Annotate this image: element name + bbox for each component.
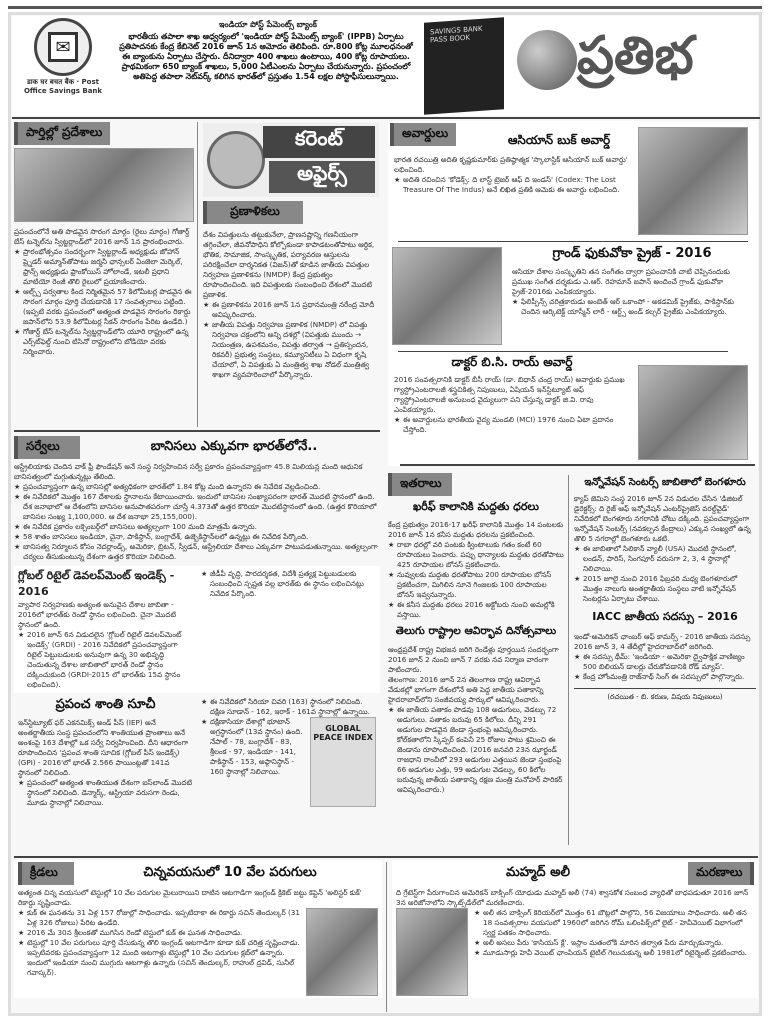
sports-title: చిన్నవయసులో 10 వేల పరుగులు xyxy=(143,864,317,880)
kharif-intro: కేంద్ర ప్రభుత్వం 2016-17 ఖరీఫ్ కాలానికి మొత్తం 14 పంటలకు 2016 జూన్ 1న కనీస మద్దతు ధరలను ప్రకటించింది. xyxy=(388,520,564,539)
rahman-photo xyxy=(392,247,502,345)
column-divider xyxy=(197,122,198,427)
list-item: ★ ప్రపంచంలో అత్యంత శాంతియుత దేశంగా ఐస్‌లాండ్ మొదటి స్థానంలో నిలిచింది. డెన్మార్క్, ఆస్ట్రియా వరుసగా రెండు, మూడు స్థానాల్లో నిలిచాయి. xyxy=(18,778,193,808)
list-item: ★ అలీ అసలు పేరు 'కాసియస్ క్లే'. ఇస్లాం మతంలోకి మారిన తర్వాత పేరు మార్చుకున్నారు. xyxy=(474,938,754,948)
header-rule xyxy=(12,117,760,119)
list-item: ★ జాతీయ విపత్తు నిర్వహణ ప్రణాళిక (NMDP) లో విపత్తు నిర్వహణ చక్రంలోని అన్ని దశల్లో (విపత్తుకు ముందు → నియంత్రణ, ఉపశమనం, విపత్తు తర్వాత → ప్రతిస్పందన, రికవరీ) ప్రభుత్వ సంస్థలు, కమ్యూనిటీలు ఏ విధంగా కృషి చేయాలో, ఏ విపత్తుకు ఏ మంత్రిత్వ శాఖ నోడల్ మంత్రిత్వ శాఖగా వ్యవహరించాలో పేర్కొన్నారు. xyxy=(203,320,379,380)
ippb-body: భారతీయ తపాలా శాఖ ఆధ్వర్యంలో 'ఇండియా పోస్ట్ పేమెంట్స్ బ్యాంక్' (IPPB) ఏర్పాటు ప్రతిపాదనకు కేంద్ర కేబినెట్ 2016 జూన్ 1న ఆమోదం తెలిపింది. రూ.800 కోట్ల మూలధనంతో ఈ బ్యాంకును ఏర్పాటు చేస్తారు. దీనిద్వారా 400 శాఖలు ఉంటాయి, 400 కోట్ల రూపాయలు. ప్రాథమికంగా 650 బ్యాంక్ శాఖలు, 5,000 ఏటీఎంలను ఏర్పాటు చేయనున్నారు. ప్రపంచంలో అతిపెద్ద తపాలా నెట్‌వర్క్ కలిగిన భారత్‌లో ప్రస్తుతం 1.54 లక్షల పోస్టాఫీసులున్నాయి. xyxy=(119,32,413,81)
section-tag: ప్రణాళికలు xyxy=(203,201,303,224)
gpi-title: ప్రపంచ శాంతి సూచీ xyxy=(55,697,156,712)
column-divider xyxy=(386,862,387,1012)
iacc-title: IACC జాతీయ సదస్సు – 2016 xyxy=(592,610,738,623)
list-item: ★ ఈ జాబితాలో సిలికాన్ వ్యాలీ (USA) మొదటి స్థానంలో, లండన్, పారిస్, సింగపూర్ వరుసగా 2, 3, 4 స్థానాల్లో నిలిచాయి. xyxy=(574,544,756,574)
ali-photo xyxy=(396,908,468,996)
list-item: ★ ఈ అవార్డులను భారతీయ వైద్య మండలి (MCI) 1976 నుంచి ఏటా ప్రదానం చేస్తోంది. xyxy=(394,415,630,435)
section-tag: క్రీడలు xyxy=(18,862,74,885)
award-intro: 2016 సంవత్సరానికి డాక్టర్ బీసీ రాయ్ (డా. బిధాన్ చంద్ర రాయ్) అవార్డుకు ప్రముఖ గ్యాస్ట్రోఎంటరాలజీ శస్త్రచికిత్స నిపుణులు, ఏషియన్ ఇన్‌స్టిట్యూట్ ఆఫ్ గ్యాస్ట్రోఎంటరాలజీ అనుబంధ వైద్యులుగా పని చేస్తున్న డాక్టర్ జి.వి. రావు ఎంపికయ్యారు. xyxy=(394,375,625,414)
innovation-intro: క్యాప్ జెమిని సంస్థ 2016 జూన్ 2న విడుదల చేసిన 'డిజిటల్ డైరెక్టర్స్: ది రైజ్ ఆఫ్ ఇన్నోవేషన్ ఎంటర్‌ప్రైజెస్ వరల్డ్‌వైడ్' నివేదికలో బెంగళూరు నగరానికి చోటు దక్కింది. ప్రపంచవ్యాప్తంగా ఇన్నోవేషన్ సెంటర్స్ (నవకల్పన కేంద్రాలు) ఎక్కువ సంఖ్యలో ఉన్న తొలి 5 నగరాల్లో బెంగళూరు ఒకటి. xyxy=(574,494,751,543)
gpi-section xyxy=(14,697,380,808)
section-tag: సర్వేలు xyxy=(14,436,80,459)
list-item: ★ ఈ జాతీయ పతాకం పొడవు 108 అడుగులు, వెడల్పు 72 అడుగులు. పతాకం బరువు 65 కిలోలు. దీన్ని 291 అడుగుల పొడవైన జెండా స్తంభంపై ఆవిష్కరించారు. కోల్‌కతాలోని స్కిప్పర్ కంపెనీ 25 రోజుల పాటు శ్రమించి ఈ జెండాను రూపొందించింది. (2016 జనవరి 23న ఝార్ఖండ్ రాజధాని రాంచీలో 293 అడుగుల ఎత్తయిన జెండా స్తంభంపై 66 అడుగుల ఎత్తు, 99 అడుగుల వెడల్పు, 60 కిలోల బరువున్న జాతీయ పతాకాన్ని రక్షణ మంత్రి మనోహర్ పారికర్ ఆవిష్కరించారు.) xyxy=(388,705,564,795)
current-affairs-banner xyxy=(203,123,379,197)
grdi-box xyxy=(14,566,380,693)
list-item: ★ ఈ కనీస మద్దతు ధరలు 2016 అక్టోబరు నుంచి అమల్లోకి వస్తాయి. xyxy=(388,600,564,620)
logo-circle xyxy=(34,18,92,76)
post-office-logo xyxy=(16,18,110,95)
list-item: ★ 58 శాతం బానిసలు ఇండియా, చైనా, పాకిస్థాన్, బంగ్లాదేశ్, ఉజ్బెకిస్థాన్‌లలో ఉన్నట్లు ఈ నివేదిక పేర్కొంది. xyxy=(14,532,380,542)
list-item: ★ అదితి రచించిన 'కోడెక్స్: ది లాస్ట్ ట్రెజర్ ఆఫ్ ది ఇండస్' (Codex: The Lost Treasure Of The Indus) అనే లిఖిత ప్రతికి ఆమెకు ఈ అవార్డు లభించింది. xyxy=(394,175,630,195)
list-item: ★ ఈ నివేదిక ప్రకారం లక్సెంబర్గ్‌లో బానిసలు అత్యల్పంగా 100 మంది మాత్రమే ఉన్నారు. xyxy=(14,522,380,532)
author-photo xyxy=(638,127,748,235)
award-intro: ఆసియా దేశాల సంస్కృతిని తన సంగీతం ద్వారా ప్రపంచానికి చాటి చెప్పినందుకు ప్రముఖ సంగీత దర్శకుడు ఎ.ఆర్. రెహమాన్ జపాన్ అందించే గ్రాండ్ ఫుకువోకా ప్రైజ్-2016కు ఎంపికయ్యారు. xyxy=(512,267,730,296)
surveys-section xyxy=(14,436,380,808)
tunnel-section xyxy=(14,121,194,357)
awards-section xyxy=(388,121,758,466)
ts-text: తెలంగాణ: 2016 జూన్ 2న తెలంగాణ రాష్ట్ర ఆవిర్భావ వేడుకల్లో భాగంగా దేశంలోనే అతి పెద్ద జాతీయ పతాకాన్ని హైదరాబాద్‌లోని సంజీవయ్య పార్కులో ఆవిష్కరించారు. xyxy=(388,675,544,704)
deaths-title: మహ్మద్ అలీ xyxy=(505,864,571,880)
list-item: ★ మూడుసార్లు హెవీ వెయిట్ ఛాంపియన్ టైటిల్ గెలుచుకున్న అలీ 1981లో రిటైర్మెంట్ ప్రకటించారు. xyxy=(474,948,754,958)
survey-title: బానిసలు ఎక్కువగా భారత్‌లోనే.. xyxy=(150,438,318,454)
list-item: ★ ఫిలిప్పీన్స్ చరిత్రకారుడు అంబెత్ ఆర్ ఒకాంపో - అకడమిక్ ప్రైజ్‌కు, పాకిస్థాన్‌కు చెందిన ఆర్కిటెక్ట్ యాస్మీన్ లారీ - ఆర్ట్స్ అండ్ కల్చర్ ప్రైజ్‌కు ఎంపికయ్యారు. xyxy=(512,297,752,317)
divider xyxy=(398,351,728,352)
deaths-intro: ది గ్రేటెస్ట్‌గా పేరుగాంచిన అమెరికన్ బాక్సింగ్ యోధుడు మహ్మద్ అలీ (74) శ్వాసకోశ సంబంధ వ్యాధితో బాధపడుతూ 2016 జూన్ 3న అరిజోనాలోని స్కాట్స్‌డేల్‌లో మరణించారు. xyxy=(396,888,749,907)
envelope-icon: ✉ xyxy=(48,32,78,62)
list-item: ★ ప్రారంభోత్సవం సందర్భంగా స్విట్జర్లాండ్ అధ్యక్షుడు జోహాన్ ష్నైడర్ అమ్మాన్‌తోపాటు జర్మనీ ఛాన్సలర్ ఏంజెలా మెర్కెల్, ఫ్రాన్స్ అధ్యక్షుడు ఫ్రాంకోయిస్ హోలాండే, ఇటలీ ప్రధాని మాటియో రెంజీ తొలి రైలులో ప్రయాణించారు. xyxy=(14,247,194,287)
plans-section xyxy=(203,200,379,380)
kharif-title: ఖరీఫ్ కాలానికి మద్దతు ధరలు xyxy=(413,500,539,513)
banner-line1: కరెంట్ xyxy=(263,126,375,158)
passbook-image: SAVINGS BANK PASS BOOK xyxy=(424,17,504,115)
train-tunnel-photo xyxy=(14,148,194,222)
author-credit: (రచయిత - బి. కరుణ, విషయ నిపుణులు) xyxy=(574,688,756,703)
list-item: ★ కుక్ ఈ ఘనతను 31 ఏళ్ల 157 రోజుల్లో సాధించాడు. ఇప్పటిదాకా ఈ రికార్డు సచిన్ తెందుల్కర్ (31 ఏళ్ల 326 రోజులు) పేరిట ఉండేది. xyxy=(18,908,302,928)
iacc-intro: ఇండో-అమెరికన్ ఛాంబర్ ఆఫ్ కామర్స్ - 2016 జాతీయ సదస్సు 2016 జూన్ 3, 4 తేదీల్లో హైదరాబాద్‌లో జరిగింది. xyxy=(574,632,751,651)
sports-section xyxy=(14,860,382,998)
list-item: ★ కేంద్ర హోంమంత్రి రాజ్‌నాథ్ సింగ్ ఈ సదస్సులో పాల్గొన్నారు. xyxy=(574,672,756,682)
section-rule xyxy=(400,464,755,466)
tunnel-intro: ప్రపంచంలోనే అతి పొడవైన సొరంగ మార్గం (రైలు మార్గం) గోతార్డ్ బేస్ టన్నెల్‌ను స్విట్జర్లాండ్‌లో 2016 జూన్ 1న ప్రారంభించారు. xyxy=(14,227,190,246)
list-item: ★ నువ్వులకు మద్దతు ధరతోపాటు 200 రూపాయల బోనస్ ప్రకటించగా, మిగిలిన నూనె గింజలకు 100 రూపాయల బోనస్ ఇవ్వనున్నారు. xyxy=(388,570,564,600)
doctor-photo xyxy=(638,365,748,460)
logo-text: डाक घर बचत बैंक · Post Office Savings Bank xyxy=(23,78,103,95)
list-item: ★ 2015 జూలై నుంచి 2016 ఫిబ్రవరి మధ్య బెంగళూరులో మొత్తం నాలుగు అంతర్జాతీయ సంస్థలు వాటి ఇన్నోవేషన్ సెంటర్లను ఏర్పాటు చేశాయి. xyxy=(574,574,756,604)
award-intro: భారత రచయిత్రి అదితి కృష్ణకుమార్‌కు ప్రతిష్ఠాత్మక 'స్కొలాస్టిక్ ఆసియాన్ బుక్ అవార్డు' లభించింది. xyxy=(394,155,628,174)
award-title: గ్రాండ్ ఫుకువోకా ప్రైజ్ - 2016 xyxy=(552,246,712,261)
list-item: ★ టెస్టుల్లో 10 వేల పరుగులు పూర్తి చేసుకున్న తొలి ఇంగ్లండ్ ఆటగాడిగా కూడా కుక్ చరిత్ర సృష్టించాడు. ఇప్పటివరకు ప్రపంచవ్యాప్తంగా 12 మంది ఆటగాళ్లు టెస్టుల్లో 10 వేల పరుగుల క్లబ్‌లో ఉన్నారు. ఇందులో ఇండియా నుంచి ముగ్గురు ఆటగాళ్లు ఉన్నారు (సచిన్ తెందుల్కర్, రాహుల్ ద్రవిడ్, సునీల్ గవాస్కర్). xyxy=(18,938,302,978)
others-left xyxy=(388,472,564,795)
divider xyxy=(398,241,748,242)
others-right xyxy=(574,474,756,703)
section-tag: మరణాలు xyxy=(688,862,754,885)
telugu-title: తెలుగు రాష్ట్రాల ఆవిర్భావ దినోత్సవాలు xyxy=(395,625,557,637)
list-item: ★ ఈ నివేదికలో సిరియా చివరి (163) స్థానంలో నిలిచింది. దక్షిణ సూడాన్ - 162, ఇరాక్ - 161వ స్థానాల్లో ఉన్నాయి. xyxy=(201,697,376,717)
globe-icon xyxy=(207,131,265,189)
gpi-right xyxy=(201,697,376,807)
gpi-intro: ఇన్‌స్టిట్యూట్ ఫర్ ఎకనమిక్స్ అండ్ పీస్ (IEP) అనే అంతర్జాతీయ సంస్థ ప్రపంచంలోని శాంతియుత ప్రాంతాలు అనే అంశంపై 163 దేశాల్లో ఒక సర్వే నిర్వహించింది. దీని ఆధారంగా రూపొందించిన 'ప్రపంచ శాంతి సూచిక (గ్లోబల్ పీస్ ఇండెక్స్) (GPI) - 2016'లో భారత్ 2.566 పాయింట్లతో 141వ స్థానంలో నిలిచింది. xyxy=(18,718,189,777)
grdi-intro: వ్యాపార నిర్వహణకు అత్యంత అనువైన దేశాల జాబితా - 2016లో భారత్‌కు రెండో స్థానం లభించింది. చైనా మొదటి స్థానంలో ఉంది. xyxy=(18,600,176,629)
sports-intro: అత్యంత చిన్న వయసులో టెస్టుల్లో 10 వేల పరుగుల మైలురాయిని దాటిన ఆటగాడిగా ఇంగ్లండ్ క్రికెట్ జట్టు కెప్టెన్ 'అలిస్టర్ కుక్' రికార్డు సృష్టించాడు. xyxy=(18,888,362,907)
list-item: ★ జీడీపీ వృద్ధి, పారదర్శకత, విదేశీ ప్రత్యక్ష పెట్టుబడులకు సంబంధించి స్పష్టత వల్ల భారత్‌కు ఈ స్థానం లభించినట్లు నివేదిక పేర్కొంది. xyxy=(201,569,376,599)
list-item: ★ గోతార్డ్ బేస్ టన్నెల్‌ను స్విట్జర్లాండ్‌లోని యూరి రాష్ట్రంలో ఉన్న ఎర్స్‌ట్‌ఫెల్డ్ నుంచి టిసినో రాష్ట్రంలోని బోడియో వరకు నిర్మించారు. xyxy=(14,327,194,357)
list-item: ★ 2016 జూన్ 6న విడుదలైన 'గ్లోబల్ రిటైల్ డెవలప్‌మెంట్ ఇండెక్స్' (GRDI) - 2016 నివేదికలో ప్రపంచవ్యాప్తంగా రిటైల్ పెట్టుబడులకు అనువుగా ఉన్న 30 అభివృద్ధి చెందుతున్న దేశాల జాబితాలో భారత్ రెండో స్థానం దక్కించుకుంది (GRDI-2015 లో భారత్‌కు 15వ స్థానం లభించింది). xyxy=(18,630,193,690)
award-title: డాక్టర్ బి.సి. రాయ్ అవార్డ్ xyxy=(451,355,573,369)
innovation-title: ఇన్నోవేషన్ సెంటర్స్ జాబితాలో బెంగళూరు xyxy=(584,477,746,488)
list-item: ★ ఆల్ప్స్ పర్వతాల కింద నిర్మితమైన 57 కిలోమీటర్ల పొడవైన ఈ సొరంగ మార్గం పూర్తి చేయడానికి 17 సంవత్సరాలు పట్టింది. (ఇప్పటి వరకు ప్రపంచంలో అత్యంత పొడవైన సొరంగం రికార్డు జపాన్‌లోని 53.9 కిలోమీటర్ల సీకన్ సొరంగం పేరిట ఉండేది.) xyxy=(14,287,194,327)
deaths-section xyxy=(392,860,758,998)
banner-line2: అఫైర్స్ xyxy=(269,161,375,193)
list-item: ★ ప్రపంచవ్యాప్తంగా ఉన్న బానిసల్లో అత్యధికంగా భారత్‌లో 1.84 కోట్ల మంది ఉన్నారని ఈ నివేదిక వెల్లడించింది. xyxy=(14,482,380,492)
list-item: ★ 2016 మే 30న శ్రీలంకతో ముగిసిన రెండో టెస్టులో కుక్ ఈ ఘనత సాధించాడు. xyxy=(18,928,302,938)
list-item: ★ రాబా ధరల్లో వరి పంటకు క్వింటాలుకు గతం కంటే 60 రూపాయలు పెంచారు. పప్పు ధాన్యాలకు మద్దతు ధరతోపాటు 425 రూపాయల బోనస్ ప్రకటించారు. xyxy=(388,540,564,570)
section-tag: పార్తిల్లో ప్రదేశాలు xyxy=(14,122,110,145)
globe-icon xyxy=(517,30,577,90)
header xyxy=(12,16,758,116)
list-item: ★ ఈ సదస్సు థీమ్: 'ఇండియా - అమెరికా ద్వైపాక్షిక వాణిజ్యం 500 బిలియన్ డాలర్లు చేరుకోవడానికి రోడ్ మ్యాప్'. xyxy=(574,652,756,672)
column-divider xyxy=(568,475,569,845)
section-rule xyxy=(14,430,380,432)
survey-intro: ఆస్ట్రేలియాకు చెందిన వాక్ ఫ్రీ ఫౌండేషన్ అనే సంస్థ నిర్వహించిన సర్వే ప్రకారం ప్రపంచవ్యాప్తంగా 45.8 మిలియన్ల మంది ఆధునిక బానిసత్వంలో మగ్గుతున్నట్లు తేలింది. xyxy=(14,462,363,481)
top-rule xyxy=(8,6,762,9)
section-tag: అవార్డులు xyxy=(390,123,456,146)
ap-text: ఆంధ్రప్రదేశ్ రాష్ట్ర విభజన జరిగి రెండేళ్లు పూర్తయిన సందర్భంగా 2016 జూన్ 2 నుంచి జూన్ 7 వరకు నవ నిర్మాణ వారంగా పాటించారు. xyxy=(388,645,559,674)
list-item: ★ దక్షిణాసియా దేశాల్లో భూటాన్ అగ్రస్థానంలో (13వ స్థానం) ఉంది. నేపాల్ - 78, బంగ్లాదేశ్ - 83, శ్రీలంక - 97, ఇండియా - 141, పాకిస్థాన్ - 153, అఫ్గానిస్థాన్ - 160 స్థానాల్లో నిలిచాయి. xyxy=(201,717,306,777)
list-item: ★ బానిసత్వ నిర్మూలన కోసం నెదర్లాండ్స్, అమెరికా, బ్రిటన్, స్వీడన్, ఆస్ట్రేలియా దేశాలు ఎక్కువగా పాటుపడుతున్నాయి. అత్యల్పంగా చర్యలు తీసుకుంటున్న దేశంగా ఉత్తర కొరియా నిలిచింది. xyxy=(14,542,380,562)
section-rule xyxy=(14,856,758,858)
brand-logo: ప్రతిభ xyxy=(577,26,694,86)
list-item: ★ ఈ నివేదికలో మొత్తం 167 దేశాలకు స్థానాలను కేటాయించారు. ఇందులో బానిసల సంఖ్యాపరంగా భారత్ మొదటి స్థానంలో ఉంది. దేశ జనాభాలో ఆ దేశంలోని బానిసల అనుపాతపరంగా చూస్తే 4.373తో ఉత్తర కొరియా మొదటిస్థానంలో ఉంది. (ఉత్తర కొరియాలో బానిసల సంఖ్య 1,100,000. ఆ దేశ జనాభా 25,155,000). xyxy=(14,492,380,522)
section-tag: ఇతరాలు xyxy=(388,473,452,496)
grdi-title: గ్లోబల్ రిటైల్ డెవలప్‌మెంట్ ఇండెక్స్ - 2016 xyxy=(18,569,175,598)
peace-index-cover: GLOBAL PEACE INDEX xyxy=(310,717,376,807)
ippb-title: ఇండియా పోస్ట్ పేమెంట్స్ బ్యాంక్ xyxy=(219,20,317,29)
list-item: ★ అలీ తన బాక్సింగ్ కెరియర్‌లో మొత్తం 61 బౌట్లలో పాల్గొని, 56 విజయాలు సాధించారు. అలీ తన 18 సంవత్సరాల వయసులో 1960లో జరిగిన రోమ్ ఒలింపిక్స్‌లో లైట్ - హెవీవెయిట్ విభాగంలో స్వర్ణ పతకం సాధించారు. xyxy=(474,908,754,938)
plans-intro: దేశం విపత్తులను తట్టుకునేలా, ప్రాణనష్టాన్ని గణనీయంగా తగ్గించేలా, జీవనోపాధిని కోల్పోకుండా కాపాడటంతోపాటు ఆర్థిక, భౌతిక, సామాజిక, సాంస్కృతిక, పర్యావరణ ఆస్తులను పరిరక్షించేలా దార్శనికత (విజన్)తో కూడిన జాతీయ విపత్తుల నిర్వహణ ప్రణాళికను (NMDP) కేంద్ర ప్రభుత్వం రూపొందించింది. ఇది విపత్తులకు సంబంధించి దేశంలో మొదటి ప్రణాళిక. xyxy=(203,230,375,299)
award-title: ఆసియాన్ బుక్ అవార్డ్ xyxy=(507,133,611,147)
list-item: ★ ఈ ప్రణాళికను 2016 జూన్ 1న ప్రధానమంత్రి నరేంద్ర మోదీ ఆవిష్కరించారు. xyxy=(203,300,379,320)
cook-photo xyxy=(306,908,378,996)
